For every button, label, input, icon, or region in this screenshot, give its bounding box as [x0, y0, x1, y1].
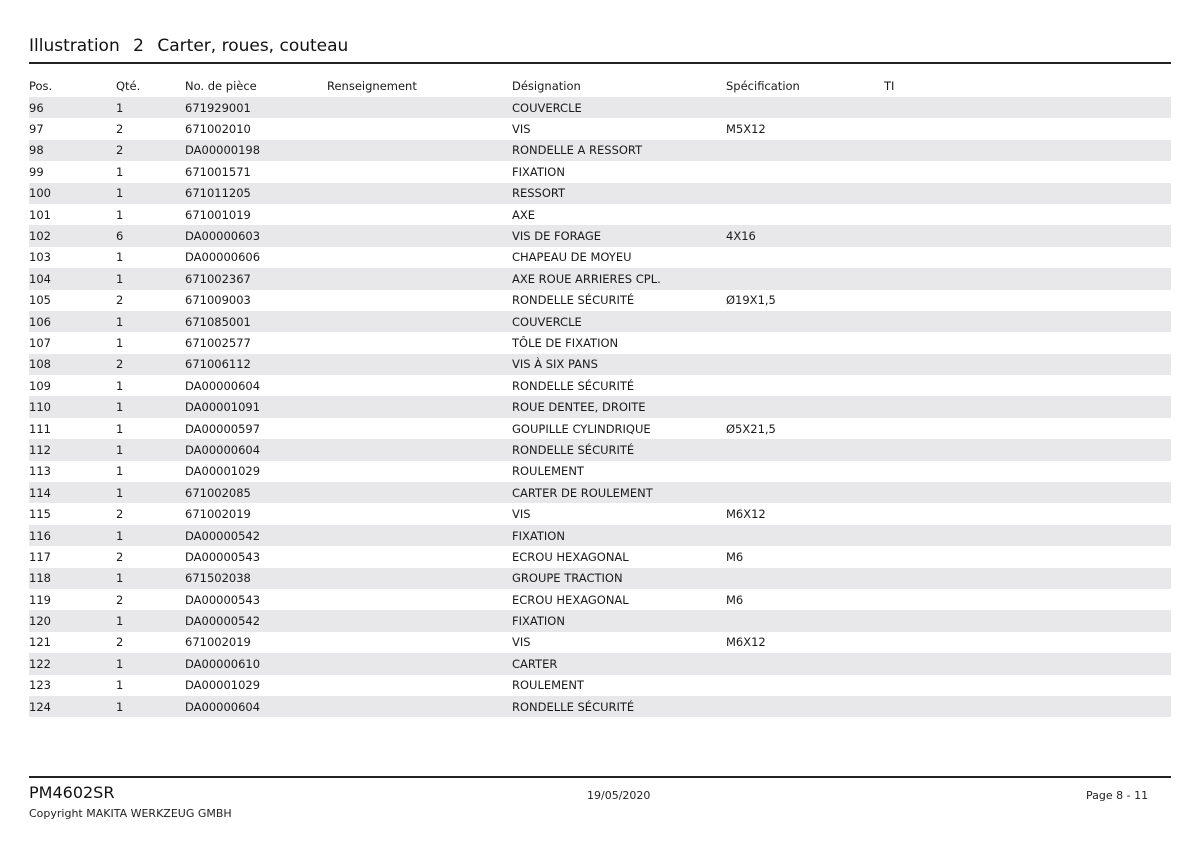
cell-part-number: 671002367 [185, 268, 327, 289]
cell-part-number: 671006112 [185, 354, 327, 375]
cell-pos: 101 [29, 207, 51, 222]
cell-part-number: DA00000597 [185, 421, 261, 436]
cell-info [327, 696, 512, 717]
cell-ti [884, 482, 1171, 503]
cell-specification [726, 311, 884, 332]
cell-part-number: 671929001 [185, 97, 327, 118]
cell-ti [884, 418, 1171, 439]
cell-part-number: DA00000542 [185, 610, 327, 631]
cell-info [327, 610, 512, 631]
cell-info [327, 97, 512, 118]
footer-model: PM4602SR [29, 783, 115, 802]
table-row [29, 418, 1171, 439]
illustration-label: Illustration [29, 36, 120, 56]
cell-pos: 96 [29, 97, 116, 118]
cell-ti [884, 439, 1171, 460]
cell-info [327, 183, 512, 204]
cell-ti [884, 610, 1171, 631]
cell-info [327, 161, 512, 182]
cell-part-number: 671001019 [185, 207, 251, 222]
cell-designation: RONDELLE SÉCURITÉ [512, 293, 635, 308]
cell-qty: 1 [116, 610, 185, 631]
cell-qty: 1 [116, 335, 124, 350]
footer-date: 19/05/2020 [587, 789, 651, 802]
cell-pos: 97 [29, 122, 44, 137]
cell-designation: ROULEMENT [512, 678, 584, 693]
table-row [29, 204, 1171, 225]
column-header-designation: Désignation [512, 79, 581, 93]
cell-ti [884, 525, 1171, 546]
cell-part-number: 671009003 [185, 293, 251, 308]
cell-specification [726, 396, 884, 417]
cell-pos: 103 [29, 250, 51, 265]
column-header-part-number: No. de pièce [185, 79, 257, 93]
cell-part-number: 671002019 [185, 635, 251, 650]
cell-qty: 6 [116, 225, 185, 246]
column-header-ti: TI [884, 79, 895, 93]
cell-pos: 115 [29, 507, 51, 522]
table-row [29, 332, 1171, 353]
cell-designation: ECROU HEXAGONAL [512, 592, 629, 607]
cell-specification [726, 610, 884, 631]
cell-part-number: 671502038 [185, 568, 327, 589]
cell-designation: AXE ROUE ARRIERES CPL. [512, 268, 726, 289]
cell-ti [884, 375, 1171, 396]
table-row [29, 503, 1171, 524]
table-row [29, 461, 1171, 482]
cell-designation: CARTER [512, 653, 726, 674]
cell-designation: VIS À SIX PANS [512, 354, 726, 375]
cell-ti [884, 311, 1171, 332]
cell-designation: TÔLE DE FIXATION [512, 335, 619, 350]
cell-specification [726, 268, 884, 289]
cell-designation: CHAPEAU DE MOYEU [512, 250, 632, 265]
cell-qty: 2 [116, 549, 124, 564]
cell-specification: M6 [726, 592, 744, 607]
cell-info [327, 118, 512, 139]
cell-info [327, 589, 512, 610]
cell-ti [884, 461, 1171, 482]
cell-designation: VIS [512, 635, 531, 650]
column-header-specification: Spécification [726, 79, 800, 93]
cell-designation: COUVERCLE [512, 97, 726, 118]
cell-qty: 1 [116, 482, 185, 503]
cell-pos: 98 [29, 140, 116, 161]
cell-qty: 1 [116, 97, 185, 118]
cell-info [327, 140, 512, 161]
cell-ti [884, 290, 1171, 311]
cell-ti [884, 546, 1171, 567]
cell-part-number: DA00000610 [185, 653, 327, 674]
cell-designation: ROULEMENT [512, 464, 584, 479]
cell-specification [726, 482, 884, 503]
cell-part-number: DA00000543 [185, 592, 261, 607]
cell-specification [726, 140, 884, 161]
cell-designation: RONDELLE SÉCURITÉ [512, 696, 726, 717]
table-row [29, 354, 1171, 375]
cell-pos: 118 [29, 568, 116, 589]
cell-ti [884, 653, 1171, 674]
cell-info [327, 675, 512, 696]
table-row [29, 696, 1171, 717]
cell-designation: FIXATION [512, 610, 726, 631]
cell-ti [884, 140, 1171, 161]
cell-specification: Ø5X21,5 [726, 421, 776, 436]
cell-info [327, 418, 512, 439]
cell-specification [726, 568, 884, 589]
cell-part-number: DA00000604 [185, 696, 327, 717]
cell-ti [884, 568, 1171, 589]
cell-part-number: DA00000542 [185, 525, 327, 546]
cell-info [327, 204, 512, 225]
cell-qty: 2 [116, 293, 124, 308]
cell-qty: 1 [116, 378, 124, 393]
cell-specification [726, 332, 884, 353]
cell-ti [884, 97, 1171, 118]
cell-qty: 1 [116, 311, 185, 332]
cell-designation: RESSORT [512, 183, 726, 204]
cell-specification: M5X12 [726, 122, 766, 137]
cell-info [327, 311, 512, 332]
parts-table-body [29, 97, 1171, 717]
cell-pos: 102 [29, 225, 116, 246]
cell-designation: ECROU HEXAGONAL [512, 549, 629, 564]
cell-part-number: 671002085 [185, 482, 327, 503]
cell-pos: 109 [29, 378, 51, 393]
illustration-number: 2 [133, 36, 144, 56]
cell-ti [884, 354, 1171, 375]
cell-qty: 1 [116, 696, 185, 717]
cell-specification [726, 97, 884, 118]
cell-ti [884, 589, 1171, 610]
cell-designation: VIS [512, 122, 531, 137]
cell-part-number: DA00000543 [185, 549, 261, 564]
cell-designation: GOUPILLE CYLINDRIQUE [512, 421, 651, 436]
cell-pos: 100 [29, 183, 116, 204]
cell-info [327, 525, 512, 546]
cell-ti [884, 332, 1171, 353]
cell-qty: 2 [116, 140, 185, 161]
cell-qty: 2 [116, 507, 124, 522]
cell-part-number: 671011205 [185, 183, 327, 204]
cell-qty: 1 [116, 250, 124, 265]
header-divider [29, 62, 1171, 64]
table-row [29, 546, 1171, 567]
cell-specification [726, 653, 884, 674]
cell-part-number: 671002019 [185, 507, 251, 522]
table-row [29, 632, 1171, 653]
cell-qty: 1 [116, 678, 124, 693]
parts-table [29, 75, 1171, 717]
cell-specification [726, 247, 884, 268]
cell-ti [884, 632, 1171, 653]
cell-qty: 1 [116, 396, 185, 417]
cell-designation: CARTER DE ROULEMENT [512, 482, 726, 503]
table-row [29, 610, 1171, 631]
cell-qty: 1 [116, 421, 124, 436]
cell-qty: 1 [116, 653, 185, 674]
cell-ti [884, 268, 1171, 289]
cell-info [327, 332, 512, 353]
cell-pos: 113 [29, 464, 51, 479]
cell-pos: 108 [29, 354, 116, 375]
cell-designation: FIXATION [512, 164, 565, 179]
cell-part-number: 671001571 [185, 164, 251, 179]
cell-specification: M6X12 [726, 507, 766, 522]
table-row [29, 568, 1171, 589]
cell-specification: Ø19X1,5 [726, 293, 776, 308]
cell-pos: 119 [29, 592, 51, 607]
table-row [29, 653, 1171, 674]
cell-ti [884, 225, 1171, 246]
cell-info [327, 568, 512, 589]
table-row [29, 439, 1171, 460]
table-row [29, 118, 1171, 139]
table-header-row [29, 75, 1171, 97]
cell-info [327, 546, 512, 567]
cell-info [327, 268, 512, 289]
footer-page-number: Page 8 - 11 [1086, 789, 1149, 802]
table-row [29, 268, 1171, 289]
cell-pos: 116 [29, 525, 116, 546]
cell-specification [726, 354, 884, 375]
cell-ti [884, 204, 1171, 225]
column-header-qty: Qté. [116, 79, 141, 93]
cell-specification [726, 183, 884, 204]
page-title [29, 36, 356, 56]
cell-qty: 2 [116, 592, 124, 607]
table-row [29, 247, 1171, 268]
cell-specification [726, 204, 884, 225]
cell-ti [884, 161, 1171, 182]
cell-specification: M6 [726, 549, 744, 564]
cell-qty: 1 [116, 207, 124, 222]
cell-info [327, 247, 512, 268]
cell-qty: 1 [116, 525, 185, 546]
cell-info [327, 503, 512, 524]
cell-pos: 114 [29, 482, 116, 503]
cell-pos: 105 [29, 293, 51, 308]
cell-part-number: DA00001029 [185, 678, 261, 693]
cell-part-number: DA00000604 [185, 378, 261, 393]
cell-specification [726, 675, 884, 696]
table-row [29, 140, 1171, 161]
cell-ti [884, 247, 1171, 268]
cell-qty: 2 [116, 635, 124, 650]
cell-part-number: DA00001029 [185, 464, 261, 479]
cell-pos: 112 [29, 439, 116, 460]
cell-info [327, 375, 512, 396]
cell-designation: ROUE DENTEE, DROITE [512, 396, 726, 417]
illustration-title: Carter, roues, couteau [157, 36, 349, 56]
table-row [29, 161, 1171, 182]
cell-specification [726, 525, 884, 546]
cell-specification [726, 696, 884, 717]
table-row [29, 375, 1171, 396]
table-row [29, 183, 1171, 204]
column-header-info: Renseignement [327, 79, 417, 93]
cell-qty: 1 [116, 439, 185, 460]
cell-designation: COUVERCLE [512, 311, 726, 332]
cell-pos: 110 [29, 396, 116, 417]
cell-ti [884, 396, 1171, 417]
cell-part-number: 671002010 [185, 122, 251, 137]
cell-part-number: DA00000603 [185, 225, 327, 246]
cell-part-number: DA00000604 [185, 439, 327, 460]
cell-pos: 123 [29, 678, 51, 693]
table-row [29, 525, 1171, 546]
cell-designation: GROUPE TRACTION [512, 568, 726, 589]
cell-designation: VIS DE FORAGE [512, 225, 726, 246]
cell-ti [884, 696, 1171, 717]
cell-ti [884, 503, 1171, 524]
cell-specification: M6X12 [726, 635, 766, 650]
column-header-pos: Pos. [29, 79, 53, 93]
cell-info [327, 461, 512, 482]
cell-pos: 117 [29, 549, 51, 564]
table-row [29, 396, 1171, 417]
cell-info [327, 354, 512, 375]
cell-ti [884, 675, 1171, 696]
cell-info [327, 290, 512, 311]
table-row [29, 290, 1171, 311]
cell-pos: 122 [29, 653, 116, 674]
cell-designation: RONDELLE SÉCURITÉ [512, 439, 726, 460]
cell-pos: 104 [29, 268, 116, 289]
cell-designation: VIS [512, 507, 531, 522]
cell-qty: 1 [116, 164, 124, 179]
cell-specification: 4X16 [726, 225, 884, 246]
cell-ti [884, 183, 1171, 204]
footer-divider [29, 776, 1171, 778]
table-row [29, 482, 1171, 503]
cell-specification [726, 461, 884, 482]
cell-info [327, 482, 512, 503]
cell-part-number: 671002577 [185, 335, 251, 350]
cell-info [327, 632, 512, 653]
table-row [29, 675, 1171, 696]
cell-qty: 2 [116, 122, 124, 137]
cell-designation: RONDELLE A RESSORT [512, 140, 726, 161]
cell-pos: 106 [29, 311, 116, 332]
cell-qty: 1 [116, 464, 124, 479]
cell-info [327, 396, 512, 417]
cell-part-number: DA00001091 [185, 396, 327, 417]
cell-pos: 107 [29, 335, 51, 350]
table-row [29, 225, 1171, 246]
cell-qty: 1 [116, 568, 185, 589]
cell-pos: 99 [29, 164, 44, 179]
footer-copyright: Copyright MAKITA WERKZEUG GMBH [29, 807, 232, 820]
cell-designation: AXE [512, 207, 536, 222]
cell-pos: 124 [29, 696, 116, 717]
cell-qty: 1 [116, 268, 185, 289]
cell-specification [726, 161, 884, 182]
table-row [29, 589, 1171, 610]
cell-info [327, 653, 512, 674]
table-row [29, 311, 1171, 332]
cell-ti [884, 118, 1171, 139]
cell-pos: 111 [29, 421, 51, 436]
cell-part-number: DA00000198 [185, 140, 327, 161]
cell-designation: RONDELLE SÉCURITÉ [512, 378, 635, 393]
cell-part-number: DA00000606 [185, 250, 261, 265]
cell-specification [726, 439, 884, 460]
cell-info [327, 439, 512, 460]
table-row [29, 97, 1171, 118]
cell-designation: FIXATION [512, 525, 726, 546]
cell-part-number: 671085001 [185, 311, 327, 332]
cell-info [327, 225, 512, 246]
cell-qty: 2 [116, 354, 185, 375]
cell-pos: 120 [29, 610, 116, 631]
cell-pos: 121 [29, 635, 51, 650]
cell-qty: 1 [116, 183, 185, 204]
cell-specification [726, 375, 884, 396]
